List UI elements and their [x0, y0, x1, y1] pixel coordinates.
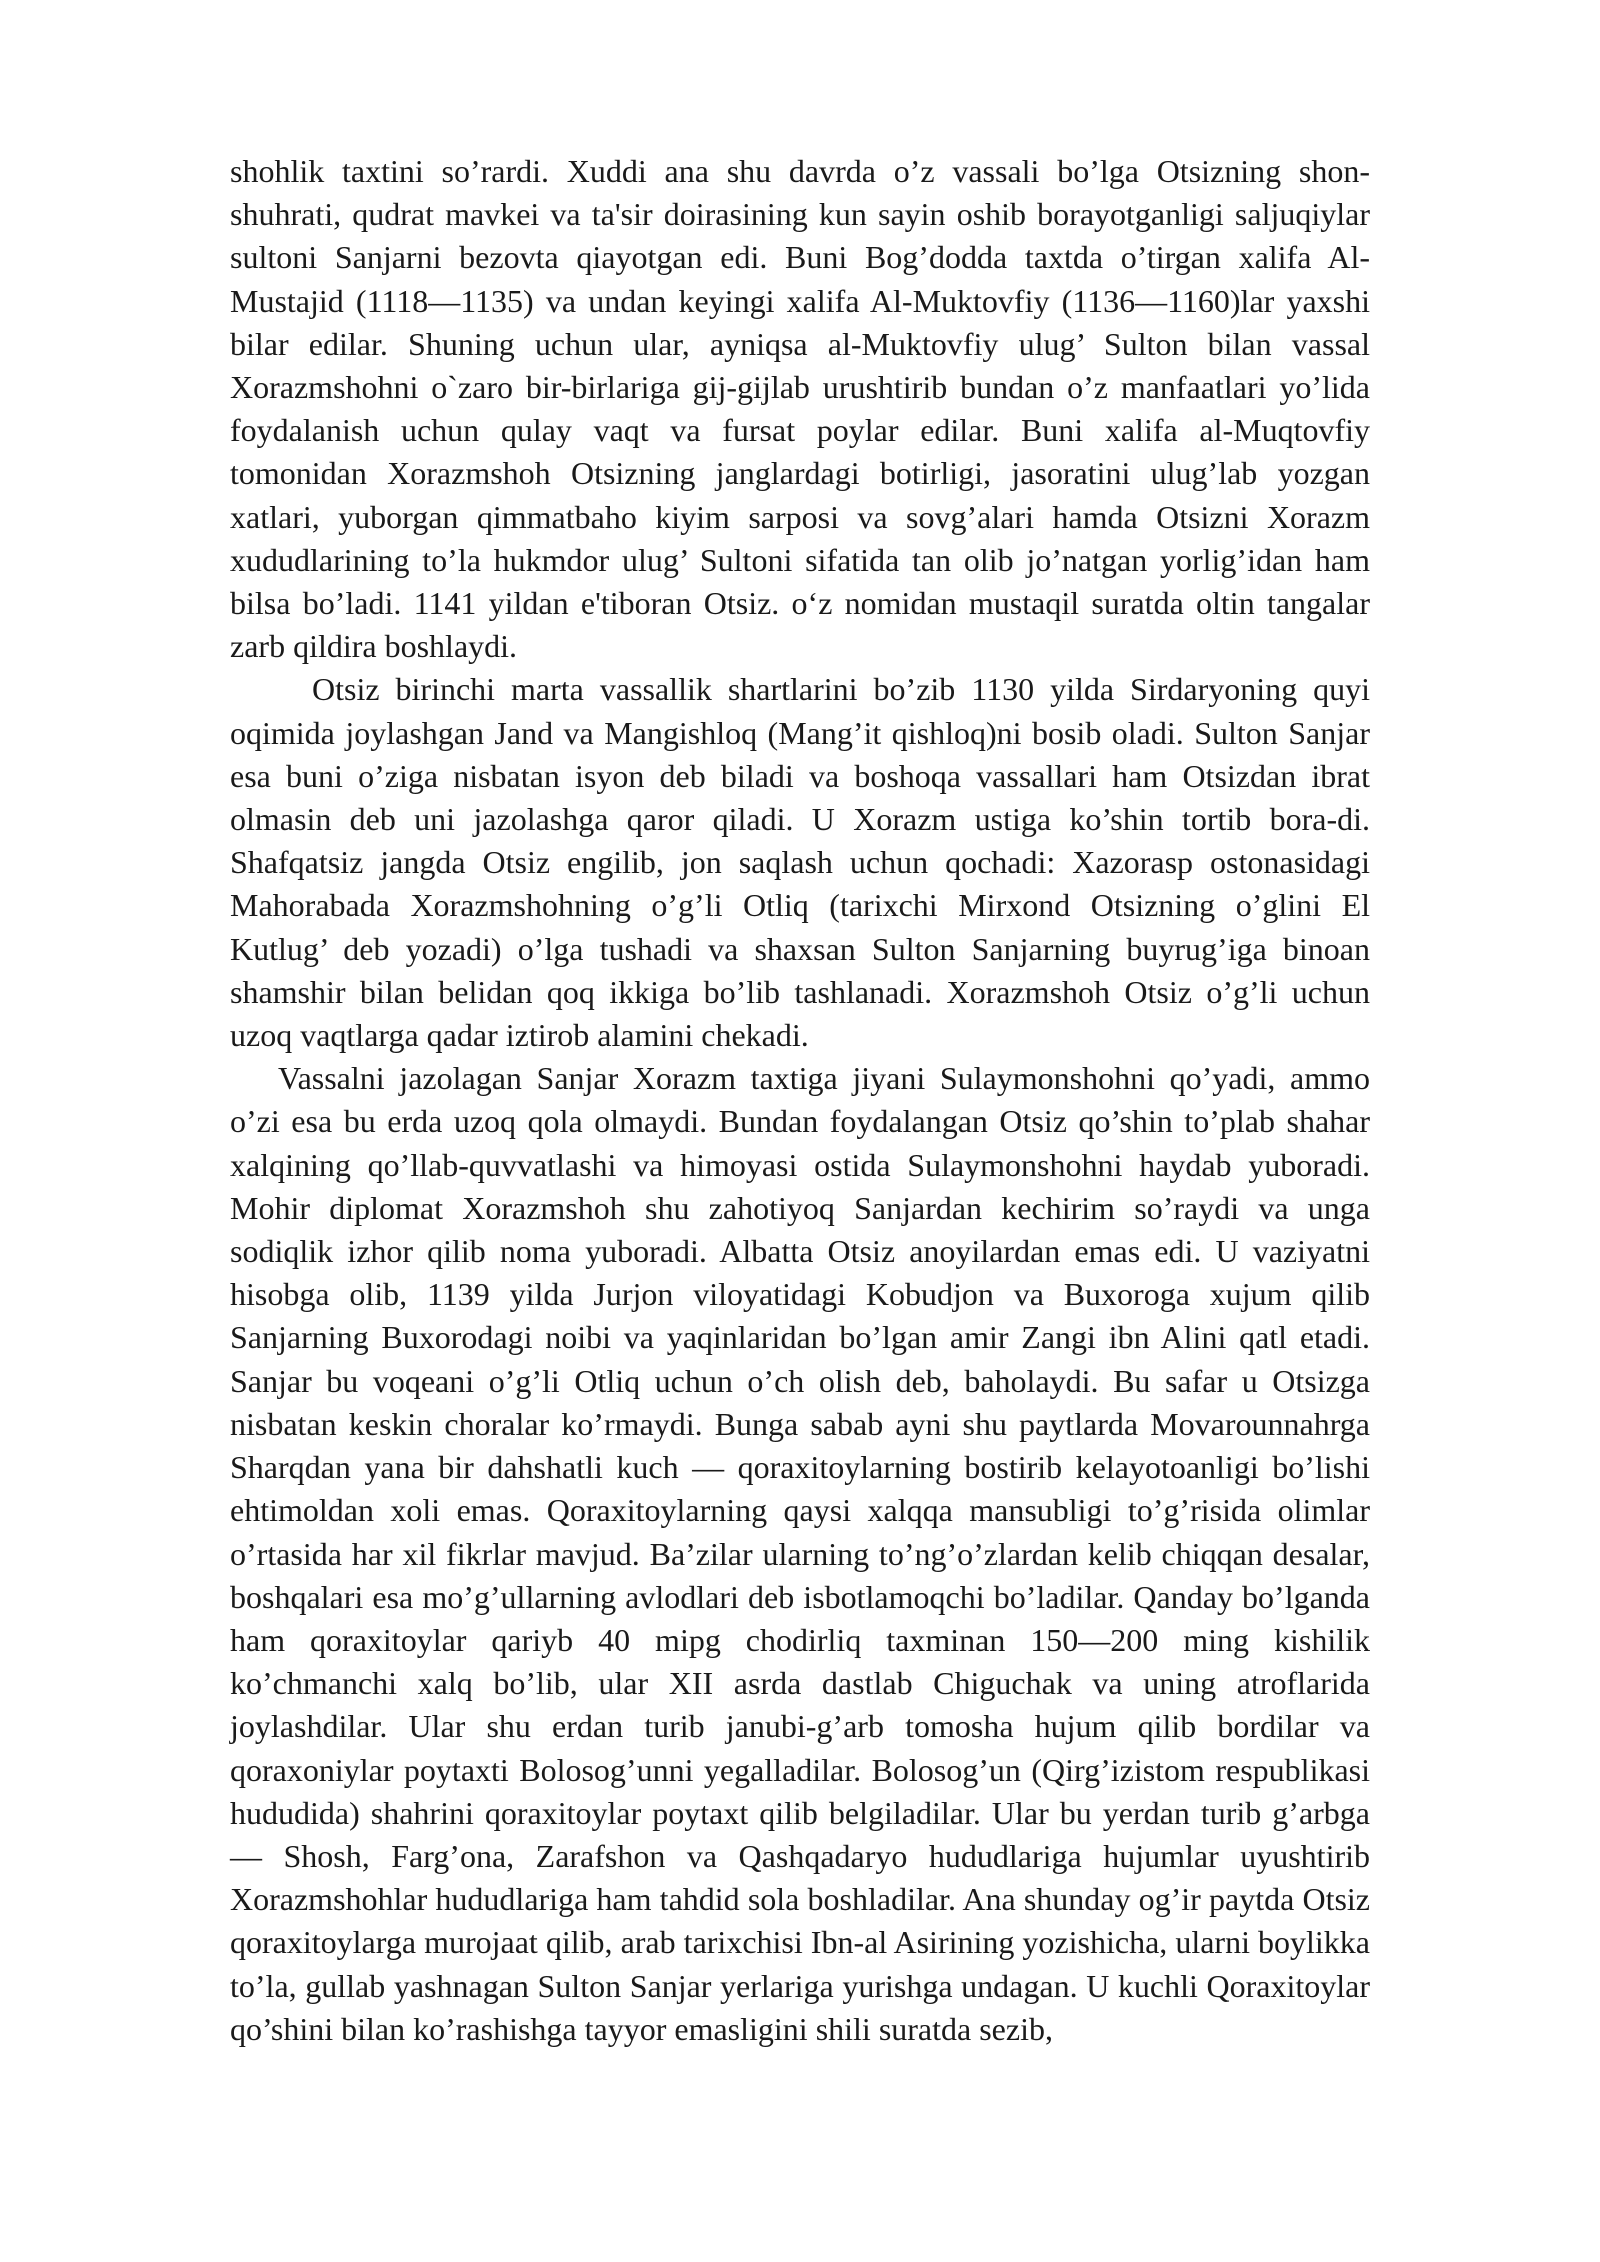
- paragraph: Vassalni jazolagan Sanjar Xorazm taxtiga jiyani Sulaymonshohni qo’yadi, ammo o’zi esa bu erda uzoq qola olmaydi. Bundan foydalangan Otsiz qo’shin to’plab shahar xalqining qo’llab-quvvatlashi va himoyasi ostida Sulaymonshohni haydab yuboradi. Mohir diplomat Xorazmshoh shu zahotiyoq Sanjardan kechirim so’raydi va unga sodiqlik izhor qilib noma yuboradi. Albatta Otsiz anoyilardan emas edi. U vaziyatni hisobga olib, 1139 yilda Jurjon viloyatidagi Kobudjon va Buxoroga xujum qilib Sanjarning Buxorodagi noibi va yaqinlaridan bo’lgan amir Zangi ibn Alini qatl etadi. Sanjar bu voqeani o’g’li Otliq uchun o’ch olish deb, baholaydi. Bu safar u Otsizga nisbatan keskin choralar ko’rmaydi. Bunga sabab ayni shu paytlarda Movarounnahrga Sharqdan yana bir dahshatli kuch — qoraxitoylarning bostirib kelayotoanligi bo’lishi ehtimoldan xoli emas. Qoraxitoylarning qaysi xalqqa mansubligi to’g’risida olimlar o’rtasida har xil fikrlar mavjud. Ba’zilar ularning to’ng’o’zlardan kelib chiqqan desalar, boshqalari esa mo’g’ullarning avlodlari deb isbotlamoqchi bo’ladilar. Qanday bo’lganda ham qoraxitoylar qariyb 40 mipg chodirliq taxminan 150—200 ming kishilik ko’chmanchi xalq bo’lib, ular XII asrda dastlab Chiguchak va uning atroflarida joylashdilar. Ular shu erdan turib janubi-g’arb tomosha hujum qilib bordilar va qoraxoniylar poytaxti Bolosog’unni yegalladilar. Bolosog’un (Qirg’izistom respublikasi hududida) shahrini qoraxitoylar poytaxt qilib belgiladilar. Ular bu yerdan turib g’arbga — Shosh, Farg’ona, Zarafshon va Qashqadaryo hududlariga hujumlar uyushtirib Xorazmshohlar hududlariga ham tahdid sola boshladilar. Ana shunday og’ir paytda Otsiz qoraxitoylarga murojaat qilib, arab tarixchisi Ibn-al Asirining yozishicha, ularni boylikka to’la, gullab yashnagan Sulton Sanjar yerlariga yurishga undagan. U kuchli Qoraxitoylar qo’shini bilan ko’rashishga tayyor emasligini shili suratda sezib,: [230, 1060, 1370, 2047]
- paragraph: shohlik taxtini so’rardi. Xuddi ana shu davrda o’z vassali bo’lga Otsizning shon-shuhrati, qudrat mavkei va ta'sir doirasining kun sayin oshib borayotganligi saljuqiylar sultoni Sanjarni bezovta qiayotgan edi. Buni Bog’dodda taxtda o’tirgan xalifa Al-Mustajid (1118—1135) va undan keyingi xalifa Al-Muktovfiy (1136—1160)lar yaxshi bilar edilar. Shuning uchun ular, ayniqsa al-Muktovfiy ulug’ Sulton bilan vassal Xorazmshohni o`zaro bir-birlariga gij-gijlab urushtirib bundan o’z manfaatlari yo’lida foydalanish uchun qulay vaqt va fursat poylar edilar. Buni xalifa al-Muqtovfiy tomonidan Xorazmshoh Otsizning janglardagi botirligi, jasoratini ulug’lab yozgan xatlari, yuborgan qimmatbaho kiyim sarposi va sovg’alari hamda Otsizni Xorazm xududlarining to’la hukmdor ulug’ Sultoni sifatida tan olib jo’natgan yorlig’idan ham bilsa bo’ladi. 1141 yildan e'tiboran Otsiz. o‘z nomidan mustaqil suratda oltin tangalar zarb qildira boshlaydi.: [230, 153, 1370, 665]
- paragraph: Otsiz birinchi marta vassallik shartlarini bo’zib 1130 yilda Sirdaryoning quyi oqimida joylashgan Jand va Mangishloq (Mang’it qishloq)ni bosib oladi. Sulton Sanjar esa buni o’ziga nisbatan isyon deb biladi va boshoqa vassallari ham Otsizdan ibrat olmasin deb uni jazolashga qaror qiladi. U Xorazm ustiga ko’shin tortib bora-di. Shafqatsiz jangda Otsiz engilib, jon saqlash uchun qochadi: Xazorasp ostonasidagi Mahorabada Xorazmshohning o’g’li Otliq (tarixchi Mirxond Otsizning o’glini El Kutlug’ deb yozadi) o’lga tushadi va shaxsan Sulton Sanjarning buyrug’iga binoan shamshir bilan belidan qoq ikkiga bo’lib tashlanadi. Xorazmshoh Otsiz o’g’li uchun uzoq vaqtlarga qadar iztirob alamini chekadi.: [230, 671, 1370, 1054]
- document-page: [230, 150, 1370, 2051]
